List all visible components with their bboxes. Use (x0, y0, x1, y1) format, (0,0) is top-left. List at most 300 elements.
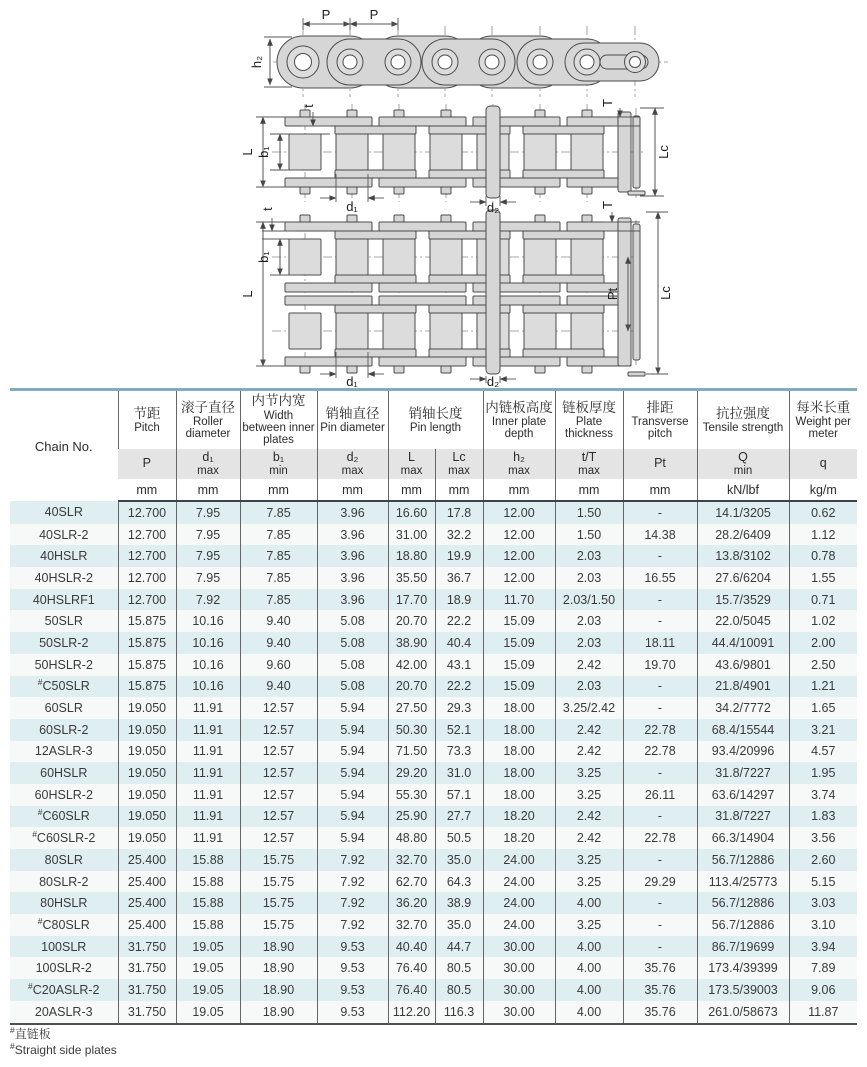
value-cell: 14.38 (623, 524, 697, 546)
value-cell: 12.700 (118, 501, 176, 524)
value-cell: 7.95 (176, 501, 240, 524)
unit-header: mm (483, 479, 555, 501)
value-cell: 0.71 (789, 589, 857, 611)
value-cell: 18.00 (483, 697, 555, 719)
value-cell: 2.42 (555, 654, 623, 676)
value-cell: 29.20 (388, 762, 435, 784)
unit-header: mm (555, 479, 623, 501)
table-row (10, 957, 857, 979)
value-cell: 52.1 (435, 719, 483, 741)
value-cell: 15.09 (483, 610, 555, 632)
value-cell: 15.09 (483, 676, 555, 698)
value-cell: 35.0 (435, 849, 483, 871)
value-cell: 7.85 (240, 589, 317, 611)
value-cell: 17.70 (388, 589, 435, 611)
table-row (10, 545, 857, 567)
symbol-header: d₂ max (317, 449, 388, 479)
value-cell: 12.700 (118, 589, 176, 611)
dim-label-b1-double: b₁ (256, 251, 271, 263)
value-cell: 31.8/7227 (697, 762, 789, 784)
unit-header: mm (623, 479, 697, 501)
symbol-header: t/T max (555, 449, 623, 479)
value-cell: 57.1 (435, 784, 483, 806)
value-cell: 30.00 (483, 979, 555, 1001)
value-cell: 12.700 (118, 524, 176, 546)
spec-table-container (10, 388, 857, 1025)
value-cell: 50.5 (435, 827, 483, 849)
value-cell: 31.750 (118, 1001, 176, 1024)
value-cell: 12.57 (240, 762, 317, 784)
value-cell: 19.050 (118, 697, 176, 719)
value-cell: 3.25 (555, 784, 623, 806)
value-cell: 173.4/39399 (697, 957, 789, 979)
chain-no-cell: 50SLR-2 (39, 635, 89, 650)
dim-label-b1-single: b₁ (256, 146, 271, 158)
value-cell: 12.00 (483, 567, 555, 589)
value-cell: 7.85 (240, 545, 317, 567)
value-cell: 18.90 (240, 979, 317, 1001)
value-cell: 5.94 (317, 762, 388, 784)
table-row (10, 806, 857, 828)
value-cell: 18.00 (483, 719, 555, 741)
table-row (10, 914, 857, 936)
value-cell: 16.60 (388, 501, 435, 524)
value-cell: 12.57 (240, 806, 317, 828)
value-cell: 0.78 (789, 545, 857, 567)
chain-no-cell: #C80SLR (37, 915, 90, 932)
symbol-header: Lc max (435, 449, 483, 479)
value-cell: 36.20 (388, 892, 435, 914)
value-cell: 10.16 (176, 676, 240, 698)
value-cell: 30.00 (483, 957, 555, 979)
value-cell: 261.0/58673 (697, 1001, 789, 1024)
value-cell: - (623, 697, 697, 719)
value-cell: 56.7/12886 (697, 849, 789, 871)
side-view-geometry (273, 26, 668, 97)
value-cell: 11.91 (176, 719, 240, 741)
value-cell: 24.00 (483, 914, 555, 936)
chain-no-cell: 40SLR (44, 505, 83, 520)
value-cell: 1.50 (555, 524, 623, 546)
value-cell: 7.92 (317, 892, 388, 914)
value-cell: 5.94 (317, 741, 388, 763)
value-cell: 5.94 (317, 827, 388, 849)
value-cell: 3.25 (555, 914, 623, 936)
value-cell: 12.00 (483, 524, 555, 546)
symbol-header: d₁ max (176, 449, 240, 479)
value-cell: 42.00 (388, 654, 435, 676)
value-cell: 56.7/12886 (697, 914, 789, 936)
value-cell: 73.3 (435, 741, 483, 763)
value-cell: 1.65 (789, 697, 857, 719)
value-cell: 25.90 (388, 806, 435, 828)
value-cell: 22.78 (623, 741, 697, 763)
value-cell: - (623, 610, 697, 632)
value-cell: 2.03/1.50 (555, 589, 623, 611)
dim-label-T-double: T (600, 201, 615, 209)
value-cell: 3.25 (555, 871, 623, 893)
chain-no-cell: 40HSLRF1 (32, 592, 95, 607)
value-cell: 9.40 (240, 610, 317, 632)
dim-label-Lc-double: Lc (658, 286, 673, 300)
value-cell: 13.8/3102 (697, 545, 789, 567)
chain-no-cell: 12ASLR-3 (34, 744, 93, 759)
dim-label-d1-double: d₁ (346, 374, 358, 388)
chain-no-cell: 80SLR (44, 852, 83, 867)
dim-label-h2: h₂ (249, 55, 264, 69)
symbol-header: L max (388, 449, 435, 479)
dim-label-Pt-double: Pt (605, 287, 620, 301)
value-cell: 5.94 (317, 719, 388, 741)
chain-no-cell: 60HSLR-2 (34, 787, 93, 802)
value-cell: 18.11 (623, 632, 697, 654)
value-cell: 1.21 (789, 676, 857, 698)
unit-header: mm (317, 479, 388, 501)
column-header: 滚子直径 Roller diameter (176, 390, 240, 450)
value-cell: 18.20 (483, 827, 555, 849)
value-cell: 20.70 (388, 676, 435, 698)
value-cell: 18.00 (483, 741, 555, 763)
value-cell: 2.42 (555, 719, 623, 741)
value-cell: 11.91 (176, 827, 240, 849)
table-row (10, 589, 857, 611)
table-row (10, 784, 857, 806)
value-cell: 18.00 (483, 762, 555, 784)
value-cell: 38.9 (435, 892, 483, 914)
spec-table-head (10, 390, 857, 502)
footnote-en: #Straight side plates (10, 1041, 117, 1057)
value-cell: 2.03 (555, 545, 623, 567)
table-row (10, 524, 857, 546)
value-cell: 20.70 (388, 610, 435, 632)
value-cell: 15.75 (240, 914, 317, 936)
value-cell: - (623, 849, 697, 871)
value-cell: 0.62 (789, 501, 857, 524)
value-cell: 2.42 (555, 806, 623, 828)
value-cell: 173.5/39003 (697, 979, 789, 1001)
value-cell: 55.30 (388, 784, 435, 806)
value-cell: 11.91 (176, 784, 240, 806)
value-cell: 50.30 (388, 719, 435, 741)
value-cell: 30.00 (483, 1001, 555, 1024)
value-cell: 71.50 (388, 741, 435, 763)
value-cell: 7.95 (176, 524, 240, 546)
unit-header: mm (118, 479, 176, 501)
value-cell: 19.05 (176, 957, 240, 979)
value-cell: 11.91 (176, 762, 240, 784)
value-cell: 25.400 (118, 871, 176, 893)
value-cell: 19.05 (176, 979, 240, 1001)
unit-header: kg/m (789, 479, 857, 501)
value-cell: 10.16 (176, 610, 240, 632)
unit-header: mm (240, 479, 317, 501)
value-cell: 35.76 (623, 979, 697, 1001)
value-cell: 31.0 (435, 762, 483, 784)
value-cell: 29.29 (623, 871, 697, 893)
value-cell: 44.4/10091 (697, 632, 789, 654)
chain-no-cell: #C60SLR (37, 807, 90, 824)
footnote-marker: # (10, 1041, 15, 1051)
value-cell: - (623, 806, 697, 828)
value-cell: - (623, 892, 697, 914)
value-cell: 86.7/19699 (697, 936, 789, 958)
value-cell: 40.4 (435, 632, 483, 654)
chain-no-cell: 100SLR (41, 939, 87, 954)
value-cell: 44.7 (435, 936, 483, 958)
value-cell: 17.8 (435, 501, 483, 524)
value-cell: 12.700 (118, 545, 176, 567)
value-cell: 2.42 (555, 741, 623, 763)
value-cell: 2.03 (555, 610, 623, 632)
value-cell: 11.91 (176, 806, 240, 828)
value-cell: 5.08 (317, 676, 388, 698)
value-cell: 32.70 (388, 849, 435, 871)
unit-header: mm (435, 479, 483, 501)
value-cell: 7.85 (240, 501, 317, 524)
value-cell: 18.20 (483, 806, 555, 828)
value-cell: 2.00 (789, 632, 857, 654)
value-cell: 9.60 (240, 654, 317, 676)
table-row (10, 1001, 857, 1024)
chain-no-cell: 60SLR (44, 701, 83, 716)
table-row (10, 501, 857, 524)
value-cell: 62.70 (388, 871, 435, 893)
value-cell: 27.7 (435, 806, 483, 828)
chain-spec-table (10, 388, 857, 1025)
value-cell: 3.25 (555, 849, 623, 871)
value-cell: 34.2/7772 (697, 697, 789, 719)
value-cell: 1.55 (789, 567, 857, 589)
table-row (10, 632, 857, 654)
dim-label-t-double: t (260, 207, 275, 211)
value-cell: 5.08 (317, 654, 388, 676)
value-cell: 35.0 (435, 914, 483, 936)
value-cell: 9.53 (317, 1001, 388, 1024)
dim-label-pitch-1: P (321, 7, 331, 22)
value-cell: 35.76 (623, 1001, 697, 1024)
column-header: 每米长重 Weight per meter (789, 390, 857, 450)
chain-drawings (0, 0, 867, 388)
unit-header: kN/lbf (697, 479, 789, 501)
value-cell: 11.87 (789, 1001, 857, 1024)
table-row (10, 762, 857, 784)
value-cell: 15.875 (118, 610, 176, 632)
value-cell: 22.0/5045 (697, 610, 789, 632)
value-cell: 3.25 (555, 762, 623, 784)
value-cell: 12.00 (483, 501, 555, 524)
value-cell: 15.88 (176, 914, 240, 936)
value-cell: 15.75 (240, 849, 317, 871)
value-cell: 7.95 (176, 545, 240, 567)
value-cell: 15.88 (176, 871, 240, 893)
column-header: 节距 Pitch (118, 390, 176, 450)
value-cell: 9.53 (317, 936, 388, 958)
table-row (10, 610, 857, 632)
value-cell: 9.06 (789, 979, 857, 1001)
value-cell: 19.050 (118, 741, 176, 763)
value-cell: 1.02 (789, 610, 857, 632)
value-cell: 15.88 (176, 892, 240, 914)
value-cell: 22.2 (435, 610, 483, 632)
value-cell: 31.750 (118, 979, 176, 1001)
chain-no-cell: 40HSLR (40, 549, 88, 564)
value-cell: 25.400 (118, 892, 176, 914)
value-cell: 19.05 (176, 1001, 240, 1024)
chain-no-cell: 40SLR-2 (39, 527, 89, 542)
unit-header: mm (388, 479, 435, 501)
value-cell: 7.92 (176, 589, 240, 611)
value-cell: 19.050 (118, 784, 176, 806)
value-cell: 66.3/14904 (697, 827, 789, 849)
value-cell: 3.74 (789, 784, 857, 806)
value-cell: 18.90 (240, 936, 317, 958)
value-cell: 43.1 (435, 654, 483, 676)
value-cell: 15.875 (118, 632, 176, 654)
value-cell: 35.50 (388, 567, 435, 589)
value-cell: - (623, 545, 697, 567)
value-cell: 18.00 (483, 784, 555, 806)
symbol-header: q (789, 449, 857, 479)
value-cell: 15.88 (176, 849, 240, 871)
value-cell: 48.80 (388, 827, 435, 849)
column-header: 排距 Transverse pitch (623, 390, 697, 450)
value-cell: 25.400 (118, 914, 176, 936)
value-cell: 5.15 (789, 871, 857, 893)
value-cell: 11.91 (176, 741, 240, 763)
chain-no-cell: 60HSLR (40, 766, 88, 781)
value-cell: 7.92 (317, 849, 388, 871)
value-cell: - (623, 589, 697, 611)
value-cell: 29.3 (435, 697, 483, 719)
value-cell: 1.12 (789, 524, 857, 546)
value-cell: 4.00 (555, 936, 623, 958)
value-cell: 19.050 (118, 762, 176, 784)
column-header: 销轴长度 Pin length (388, 390, 483, 450)
value-cell: 3.56 (789, 827, 857, 849)
value-cell: 31.00 (388, 524, 435, 546)
value-cell: 3.96 (317, 501, 388, 524)
value-cell: 2.42 (555, 827, 623, 849)
column-header-chain-no: Chain No. (10, 390, 118, 502)
value-cell: 76.40 (388, 979, 435, 1001)
dim-label-t-single: t (301, 104, 316, 108)
value-cell: 5.94 (317, 697, 388, 719)
value-cell: 18.80 (388, 545, 435, 567)
value-cell: 22.78 (623, 719, 697, 741)
value-cell: 24.00 (483, 849, 555, 871)
chain-no-cell: 100SLR-2 (35, 961, 92, 976)
value-cell: 10.16 (176, 654, 240, 676)
value-cell: 4.00 (555, 892, 623, 914)
value-cell: 10.16 (176, 632, 240, 654)
value-cell: 1.95 (789, 762, 857, 784)
value-cell: - (623, 936, 697, 958)
value-cell: 15.09 (483, 632, 555, 654)
dim-label-L-double: L (240, 290, 255, 298)
value-cell: 3.94 (789, 936, 857, 958)
value-cell: 3.96 (317, 589, 388, 611)
value-cell: 28.2/6409 (697, 524, 789, 546)
value-cell: 35.76 (623, 957, 697, 979)
table-row (10, 697, 857, 719)
dim-label-L-single: L (240, 148, 255, 156)
value-cell: 80.5 (435, 957, 483, 979)
value-cell: 3.96 (317, 567, 388, 589)
value-cell: 12.57 (240, 827, 317, 849)
value-cell: - (623, 676, 697, 698)
value-cell: 3.96 (317, 545, 388, 567)
value-cell: 26.11 (623, 784, 697, 806)
table-row (10, 719, 857, 741)
column-header: 内链板高度 Inner plate depth (483, 390, 555, 450)
value-cell: - (623, 762, 697, 784)
value-cell: 21.8/4901 (697, 676, 789, 698)
value-cell: 15.75 (240, 892, 317, 914)
symbol-header: Pt (623, 449, 697, 479)
value-cell: 18.90 (240, 957, 317, 979)
value-cell: 15.875 (118, 654, 176, 676)
value-cell: 24.00 (483, 871, 555, 893)
value-cell: 9.40 (240, 676, 317, 698)
value-cell: 31.750 (118, 957, 176, 979)
value-cell: 5.08 (317, 632, 388, 654)
symbol-header: b₁ min (240, 449, 317, 479)
value-cell: 113.4/25773 (697, 871, 789, 893)
value-cell: - (623, 501, 697, 524)
value-cell: 3.21 (789, 719, 857, 741)
value-cell: 22.78 (623, 827, 697, 849)
chain-no-cell: #C60SLR-2 (32, 829, 96, 846)
value-cell: 56.7/12886 (697, 892, 789, 914)
double-strand-geometry (272, 210, 645, 376)
value-cell: 112.20 (388, 1001, 435, 1024)
value-cell: 12.00 (483, 545, 555, 567)
footnotes (10, 1026, 117, 1058)
value-cell: 2.60 (789, 849, 857, 871)
column-header: 内节内宽 Width between inner plates (240, 390, 317, 450)
value-cell: 4.00 (555, 1001, 623, 1024)
value-cell: 7.85 (240, 524, 317, 546)
dim-label-pitch-2: P (369, 7, 379, 22)
chain-no-cell: 60SLR-2 (39, 722, 89, 737)
value-cell: 9.53 (317, 957, 388, 979)
value-cell: 5.08 (317, 610, 388, 632)
value-cell: 19.050 (118, 806, 176, 828)
column-header: 销轴直径 Pin diameter (317, 390, 388, 450)
value-cell: 43.6/9801 (697, 654, 789, 676)
value-cell: 15.75 (240, 871, 317, 893)
dim-label-d2-double: d₂ (486, 374, 500, 388)
value-cell: 5.94 (317, 806, 388, 828)
value-cell: 12.57 (240, 697, 317, 719)
value-cell: 1.50 (555, 501, 623, 524)
single-strand-geometry (272, 104, 645, 202)
footnote-marker: # (10, 1025, 15, 1035)
chain-no-cell: #C20ASLR-2 (28, 980, 100, 997)
value-cell: 24.00 (483, 892, 555, 914)
value-cell: 12.57 (240, 784, 317, 806)
chain-no-cell: #C50SLR (37, 677, 90, 694)
symbol-header: P (118, 449, 176, 479)
value-cell: 16.55 (623, 567, 697, 589)
dim-label-d2-single: d₂ (486, 200, 500, 215)
value-cell: 19.70 (623, 654, 697, 676)
dim-label-T-single: T (600, 99, 615, 107)
value-cell: 11.91 (176, 697, 240, 719)
value-cell: 25.400 (118, 849, 176, 871)
table-row (10, 871, 857, 893)
value-cell: 3.03 (789, 892, 857, 914)
